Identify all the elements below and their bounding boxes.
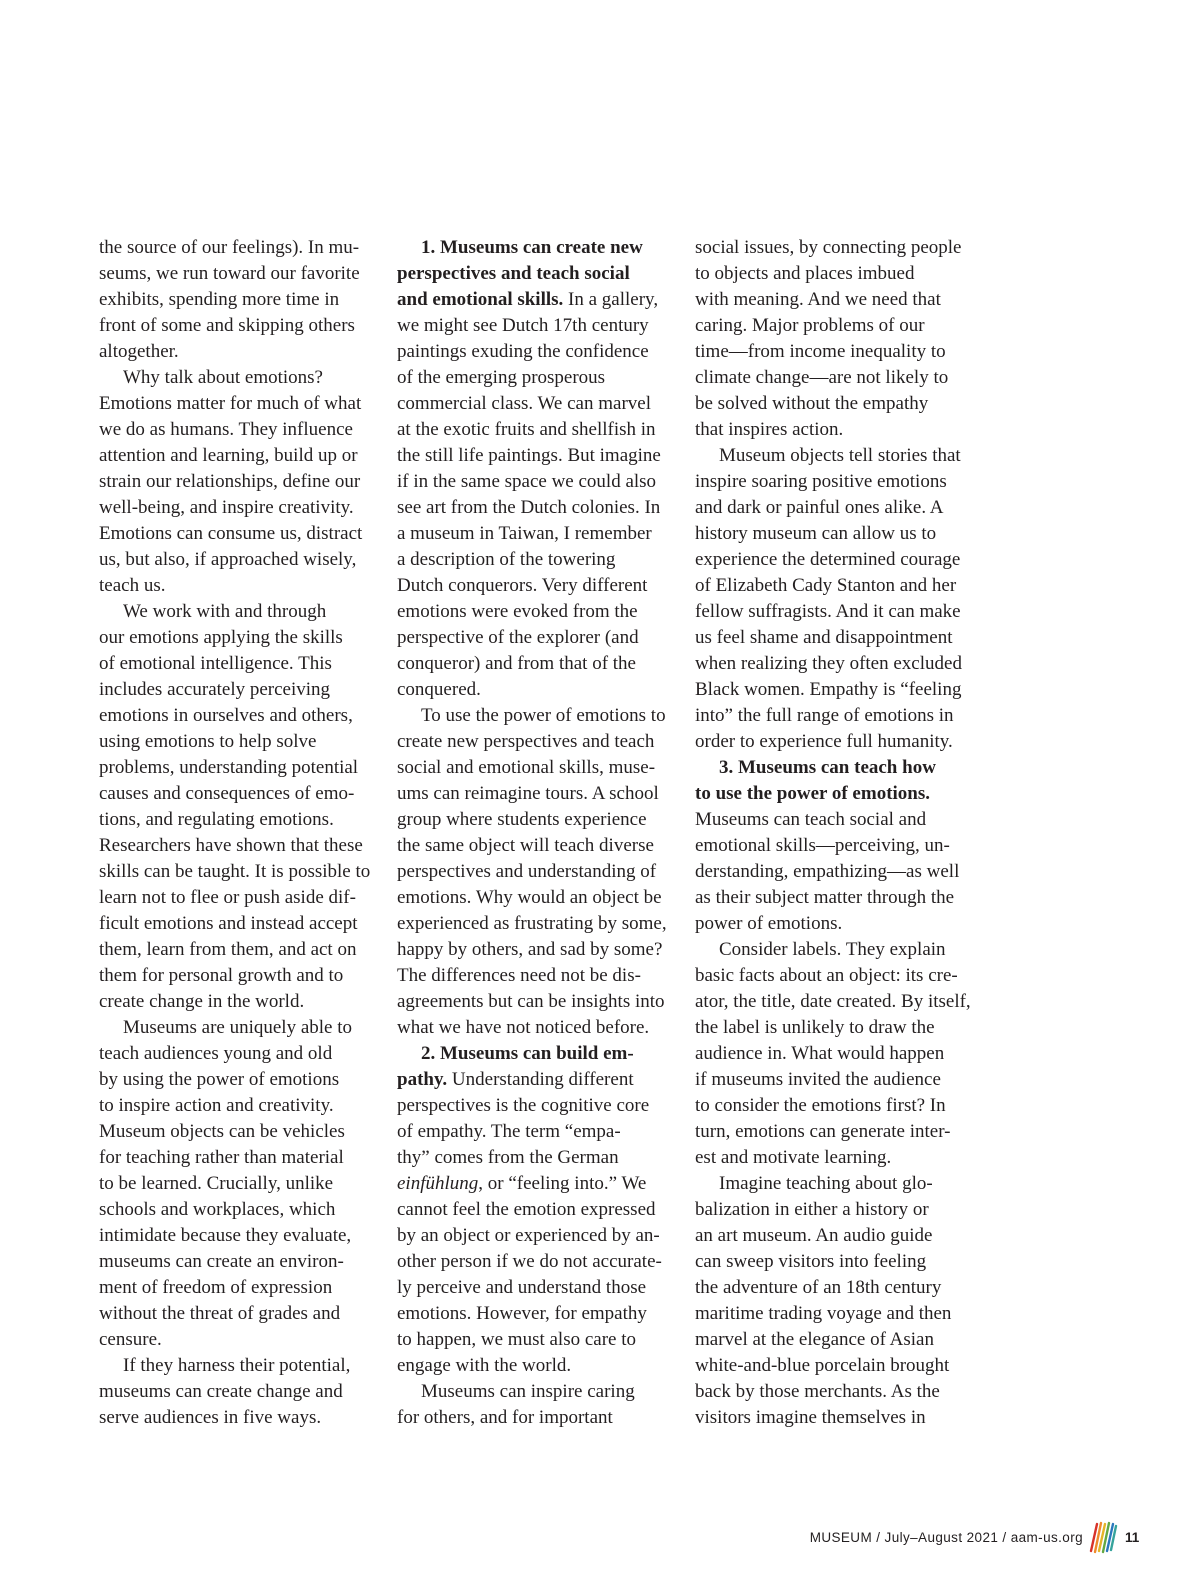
text-line xyxy=(397,235,675,261)
text-line: Museum objects tell stories that xyxy=(719,445,961,466)
text-line: ums can reimagine tours. A school xyxy=(397,783,659,804)
text-line: of the emerging prosperous xyxy=(397,367,606,388)
text-line: perspectives is the cognitive core xyxy=(397,1095,650,1116)
text-line: paintings exuding the confidence xyxy=(397,341,649,362)
italic-term: einfühlung xyxy=(397,1173,479,1194)
text-line xyxy=(397,261,675,287)
text-run: , or “feeling into.” We xyxy=(478,1173,647,1194)
text-line: emotional skills—perceiving, un- xyxy=(695,835,950,856)
text-line: caring. Major problems of our xyxy=(695,315,925,336)
text-line: a museum in Taiwan, I remember xyxy=(397,523,652,544)
text-line: thy” comes from the German xyxy=(397,1147,619,1168)
text-line: back by those merchants. As the xyxy=(695,1381,940,1402)
text-line: of empathy. The term “empa- xyxy=(397,1121,621,1142)
text-line: a description of the towering xyxy=(397,549,616,570)
text-line: ficult emotions and instead accept xyxy=(99,913,358,934)
text-line: we do as humans. They influence xyxy=(99,419,353,440)
text-line: we might see Dutch 17th century xyxy=(397,315,649,336)
text-line xyxy=(695,755,973,781)
section-heading: 2. Museums can build em- xyxy=(421,1043,634,1064)
text-line: time—from income inequality to xyxy=(695,341,946,362)
text-line: basic facts about an object: its cre- xyxy=(695,965,958,986)
text-line: and dark or painful ones alike. A xyxy=(695,497,944,518)
text-line: using emotions to help solve xyxy=(99,731,317,752)
text-line: serve audiences in five ways. xyxy=(99,1407,322,1428)
text-line: Museums can teach social and xyxy=(695,809,927,830)
text-line: be solved without the empathy xyxy=(695,393,929,414)
text-line: cannot feel the emotion expressed xyxy=(397,1199,656,1220)
text-line: attention and learning, build up or xyxy=(99,445,358,466)
text-line: the still life paintings. But imagine xyxy=(397,445,661,466)
text-line: tions, and regulating emotions. xyxy=(99,809,334,830)
text-line xyxy=(695,781,973,807)
text-run: In a gallery, xyxy=(563,289,659,310)
text-line: Consider labels. They explain xyxy=(719,939,946,960)
text-line: the same object will teach diverse xyxy=(397,835,654,856)
text-line: social and emotional skills, muse- xyxy=(397,757,656,778)
text-line: fellow suffragists. And it can make xyxy=(695,601,961,622)
text-line: that inspires action. xyxy=(695,419,844,440)
text-line xyxy=(397,1171,675,1197)
section-heading: to use the power of emotions. xyxy=(695,783,931,804)
text-line: schools and workplaces, which xyxy=(99,1199,336,1220)
text-column-1 xyxy=(99,235,377,1431)
text-line: power of emotions. xyxy=(695,913,843,934)
running-head: MUSEUM / July–August 2021 / aam-us.org xyxy=(809,1530,1083,1545)
text-line: other person if we do not accurate- xyxy=(397,1251,662,1272)
text-line: censure. xyxy=(99,1329,162,1350)
text-line: an art museum. An audio guide xyxy=(695,1225,933,1246)
text-column-2 xyxy=(397,235,675,1431)
text-line: social issues, by connecting people xyxy=(695,237,962,258)
text-line: maritime trading voyage and then xyxy=(695,1303,952,1324)
text-line: experienced as frustrating by some, xyxy=(397,913,667,934)
text-line: of emotional intelligence. This xyxy=(99,653,332,674)
section-heading: perspectives and teach social xyxy=(397,263,630,284)
text-line: If they harness their potential, xyxy=(123,1355,351,1376)
text-line: at the exotic fruits and shellfish in xyxy=(397,419,656,440)
paragraph xyxy=(397,703,675,1041)
text-line: Emotions can consume us, distract xyxy=(99,523,363,544)
text-line: them, learn from them, and act on xyxy=(99,939,357,960)
text-line: teach audiences young and old xyxy=(99,1043,333,1064)
text-line: emotions were evoked from the xyxy=(397,601,638,622)
text-line xyxy=(397,1041,675,1067)
text-line: create change in the world. xyxy=(99,991,305,1012)
text-line: by an object or experienced by an- xyxy=(397,1225,660,1246)
text-line: To use the power of emotions to xyxy=(421,705,666,726)
text-line: as their subject matter through the xyxy=(695,887,955,908)
text-line: for teaching rather than material xyxy=(99,1147,344,1168)
paragraph xyxy=(99,599,377,1015)
section-heading: 1. Museums can create new xyxy=(421,237,643,258)
text-line: them for personal growth and to xyxy=(99,965,344,986)
text-line: museums can create change and xyxy=(99,1381,343,1402)
text-line: happy by others, and sad by some? xyxy=(397,939,663,960)
text-line: to inspire action and creativity. xyxy=(99,1095,334,1116)
text-line: Museums are uniquely able to xyxy=(123,1017,353,1038)
text-line: white-and-blue porcelain brought xyxy=(695,1355,950,1376)
paragraph xyxy=(695,937,973,1171)
text-line: what we have not noticed before. xyxy=(397,1017,650,1038)
paragraph xyxy=(99,365,377,599)
text-line: of Elizabeth Cady Stanton and her xyxy=(695,575,957,596)
text-line: the source of our feelings). In mu- xyxy=(99,237,360,258)
paragraph xyxy=(695,443,973,755)
text-line: Museums can inspire caring xyxy=(421,1381,635,1402)
text-line: to objects and places imbued xyxy=(695,263,915,284)
text-line: conquered. xyxy=(397,679,481,700)
text-line: audience in. What would happen xyxy=(695,1043,945,1064)
text-line: learn not to flee or push aside dif- xyxy=(99,887,356,908)
text-line: altogether. xyxy=(99,341,179,362)
text-line: intimidate because they evaluate, xyxy=(99,1225,352,1246)
text-line: well-being, and inspire creativity. xyxy=(99,497,354,518)
text-column-3 xyxy=(695,235,973,1431)
text-line: seums, we run toward our favorite xyxy=(99,263,360,284)
text-line: visitors imagine themselves in xyxy=(695,1407,926,1428)
text-line: us, but also, if approached wisely, xyxy=(99,549,357,570)
aam-logo-icon xyxy=(1088,1520,1118,1554)
paragraph xyxy=(695,755,973,937)
text-line: Dutch conquerors. Very different xyxy=(397,575,648,596)
text-line: exhibits, spending more time in xyxy=(99,289,340,310)
paragraph xyxy=(695,1171,973,1431)
text-line: commercial class. We can marvel xyxy=(397,393,651,414)
text-line: emotions. Why would an object be xyxy=(397,887,662,908)
text-line: by using the power of emotions xyxy=(99,1069,340,1090)
text-line: front of some and skipping others xyxy=(99,315,355,336)
text-line: if museums invited the audience xyxy=(695,1069,941,1090)
paragraph xyxy=(397,235,675,703)
text-line: to happen, we must also care to xyxy=(397,1329,637,1350)
text-line: derstanding, empathizing—as well xyxy=(695,861,960,882)
text-line: perspective of the explorer (and xyxy=(397,627,639,648)
text-line: to be learned. Crucially, unlike xyxy=(99,1173,334,1194)
text-line: the label is unlikely to draw the xyxy=(695,1017,935,1038)
text-line: climate change—are not likely to xyxy=(695,367,949,388)
text-line: emotions. However, for empathy xyxy=(397,1303,647,1324)
text-line: engage with the world. xyxy=(397,1355,572,1376)
text-line: strain our relationships, define our xyxy=(99,471,361,492)
text-line: the adventure of an 18th century xyxy=(695,1277,942,1298)
text-line: teach us. xyxy=(99,575,166,596)
text-line: without the threat of grades and xyxy=(99,1303,341,1324)
text-line xyxy=(397,287,675,313)
text-line: group where students experience xyxy=(397,809,647,830)
text-line: emotions in ourselves and others, xyxy=(99,705,353,726)
text-line: includes accurately perceiving xyxy=(99,679,331,700)
text-line: order to experience full humanity. xyxy=(695,731,953,752)
text-line: ment of freedom of expression xyxy=(99,1277,333,1298)
text-line: when realizing they often excluded xyxy=(695,653,962,674)
text-line: if in the same space we could also xyxy=(397,471,657,492)
text-line: Black women. Empathy is “feeling xyxy=(695,679,962,700)
text-line: balization in either a history or xyxy=(695,1199,929,1220)
paragraph xyxy=(99,1015,377,1353)
text-line: into” the full range of emotions in xyxy=(695,705,954,726)
text-line: inspire soaring positive emotions xyxy=(695,471,947,492)
text-line: Museum objects can be vehicles xyxy=(99,1121,345,1142)
paragraph xyxy=(397,1041,675,1379)
text-line: perspectives and understanding of xyxy=(397,861,657,882)
text-line: museums can create an environ- xyxy=(99,1251,344,1272)
text-line: causes and consequences of emo- xyxy=(99,783,355,804)
text-line: ator, the title, date created. By itself, xyxy=(695,991,971,1012)
text-line: for others, and for important xyxy=(397,1407,613,1428)
text-line: Emotions matter for much of what xyxy=(99,393,362,414)
text-line: Imagine teaching about glo- xyxy=(719,1173,933,1194)
text-line: problems, understanding potential xyxy=(99,757,359,778)
paragraph xyxy=(99,1353,377,1431)
section-heading: 3. Museums can teach how xyxy=(719,757,936,778)
text-line: ly perceive and understand those xyxy=(397,1277,647,1298)
text-line xyxy=(397,1067,675,1093)
text-line: skills can be taught. It is possible to xyxy=(99,861,371,882)
text-line: Why talk about emotions? xyxy=(123,367,323,388)
paragraph xyxy=(397,1379,675,1431)
text-line: agreements but can be insights into xyxy=(397,991,665,1012)
text-line: marvel at the elegance of Asian xyxy=(695,1329,934,1350)
text-line: us feel shame and disappointment xyxy=(695,627,953,648)
text-line: our emotions applying the skills xyxy=(99,627,343,648)
text-line: with meaning. And we need that xyxy=(695,289,941,310)
text-line: turn, emotions can generate inter- xyxy=(695,1121,951,1142)
text-line: can sweep visitors into feeling xyxy=(695,1251,927,1272)
text-line: experience the determined courage xyxy=(695,549,961,570)
section-heading: pathy. xyxy=(397,1069,448,1090)
text-line: Researchers have shown that these xyxy=(99,835,363,856)
paragraph xyxy=(99,235,377,365)
text-line: conqueror) and from that of the xyxy=(397,653,636,674)
text-line: est and motivate learning. xyxy=(695,1147,892,1168)
paragraph xyxy=(695,235,973,443)
section-heading: and emotional skills. xyxy=(397,289,564,310)
page-number: 11 xyxy=(1125,1530,1140,1545)
text-line: We work with and through xyxy=(123,601,327,622)
text-line: The differences need not be dis- xyxy=(397,965,641,986)
text-run: Understanding different xyxy=(447,1069,634,1090)
text-line: see art from the Dutch colonies. In xyxy=(397,497,661,518)
text-line: to consider the emotions first? In xyxy=(695,1095,946,1116)
text-line: create new perspectives and teach xyxy=(397,731,655,752)
text-line: history museum can allow us to xyxy=(695,523,937,544)
